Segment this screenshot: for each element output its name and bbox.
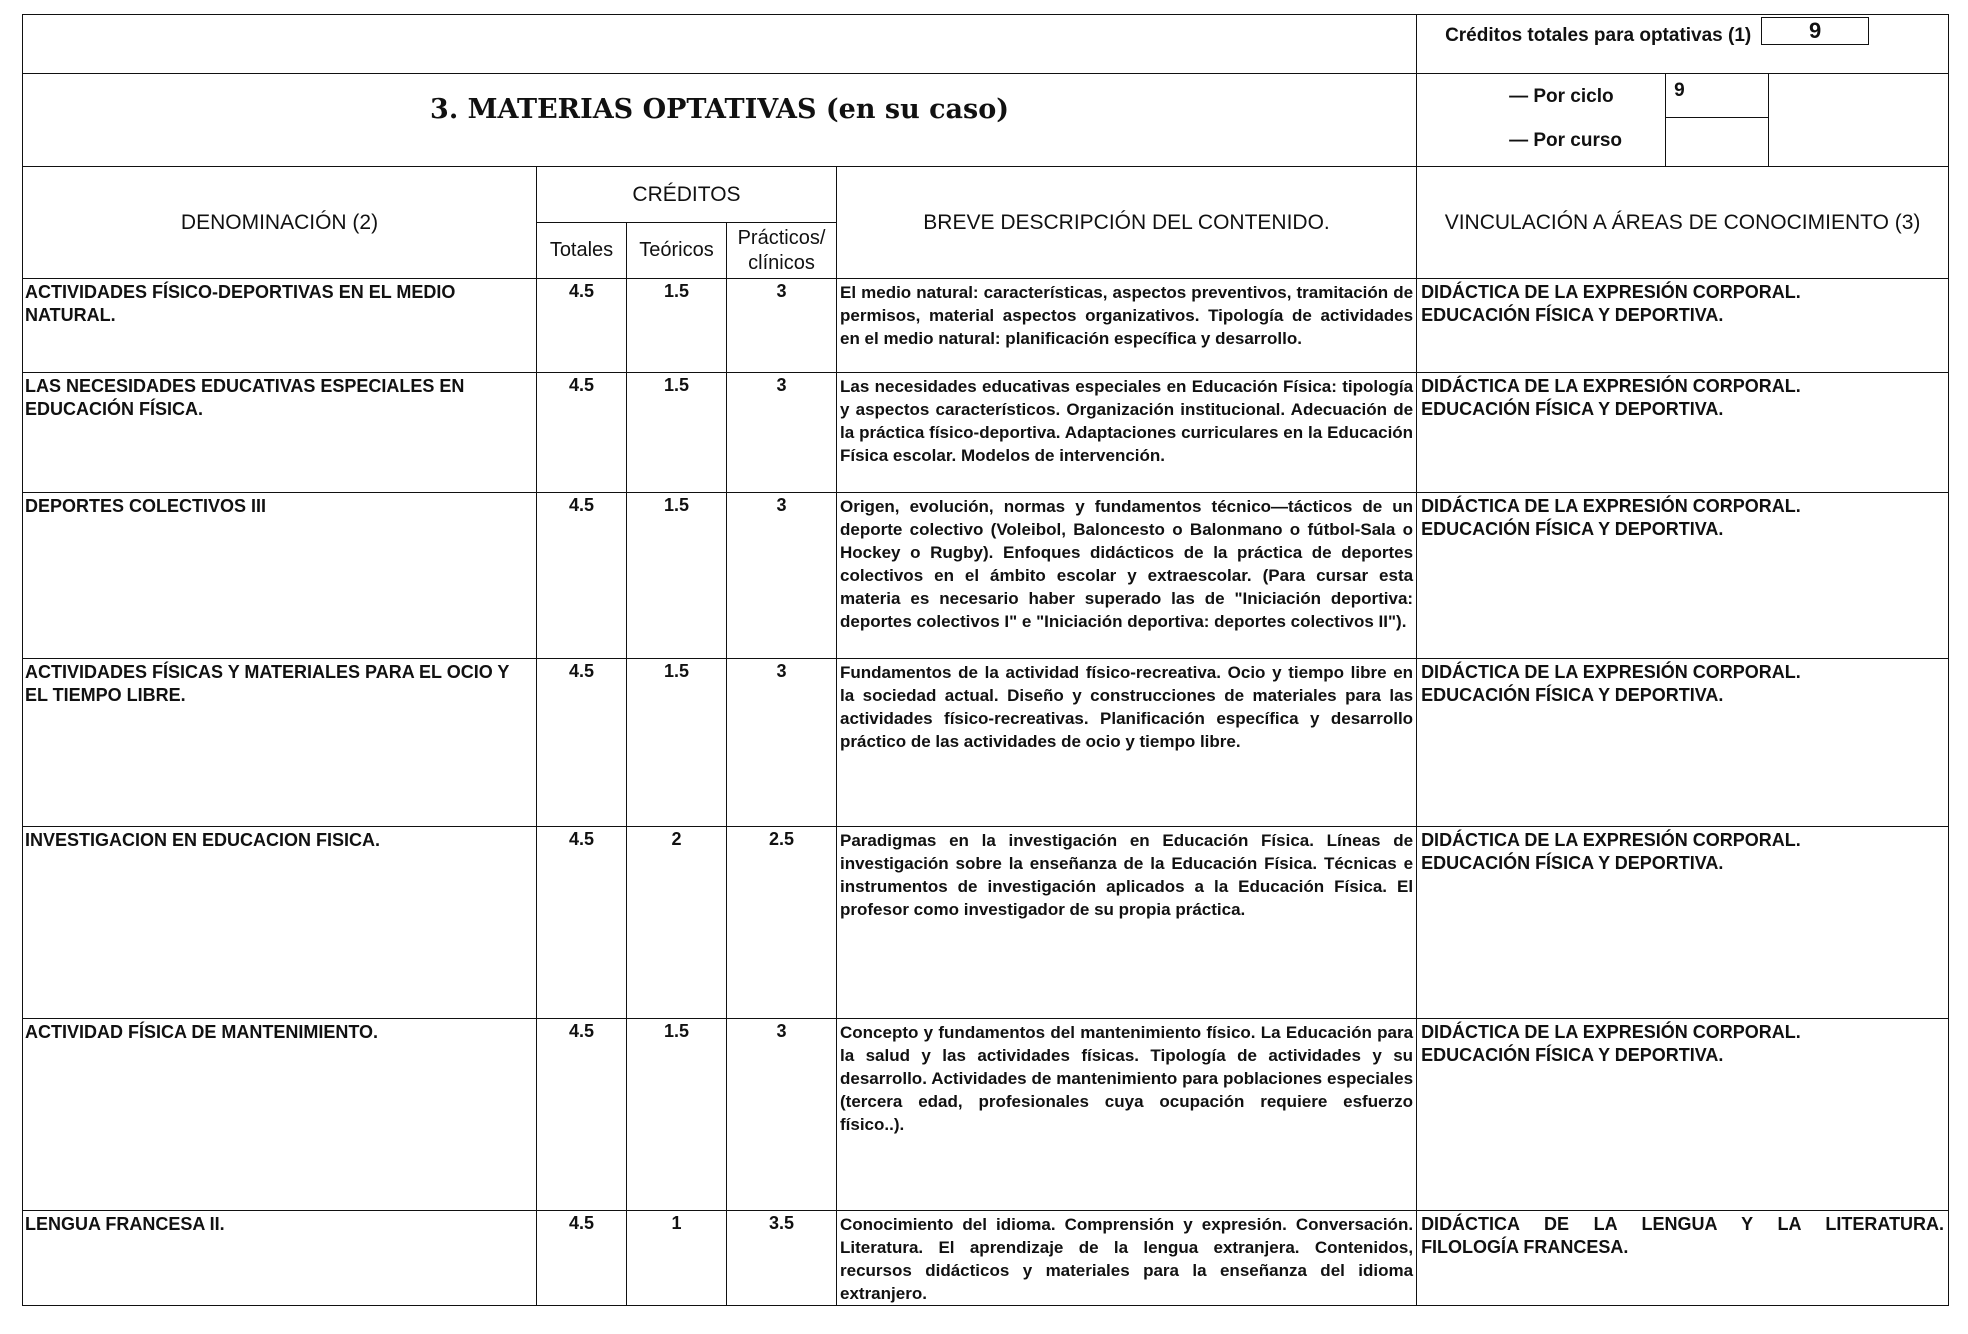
row-area-1: DIDÁCTICA DE LA EXPRESIÓN CORPORAL. (1421, 496, 1801, 516)
credits-total-cell (1417, 15, 1949, 74)
row-area-1: DIDÁCTICA DE LA EXPRESIÓN CORPORAL. (1421, 1022, 1801, 1042)
row-description: Las necesidades educativas especiales en Educación Física: tipología y aspectos característicos. Organización institucional. Adecuación de la práctica físico-deportiva. Adaptaciones curriculares en la Educación Física escolar. Modelos de intervención. (837, 373, 1417, 493)
por-curso-value (1665, 118, 1769, 166)
header-creditos: CRÉDITOS (537, 167, 837, 223)
header-vinculacion: VINCULACIÓN A ÁREAS DE CONOCIMIENTO (3) (1417, 167, 1949, 279)
row-teoricos: 1.5 (627, 659, 727, 827)
optativas-table (22, 14, 1949, 1306)
row-description: Concepto y fundamentos del mantenimiento físico. La Educación para la salud y las actividades físicas. Tipología de actividades y su desarrollo. Actividades de mantenimiento para poblaciones especiales (tercera edad, profesionales cuya ocupación requiere esfuerzo físico..). (837, 1019, 1417, 1211)
cycle-cell (1417, 74, 1949, 167)
document-page (22, 14, 1948, 1318)
table-row (23, 659, 1949, 827)
row-area-1: DIDÁCTICA DE LA EXPRESIÓN CORPORAL. (1421, 376, 1801, 396)
title-cell (23, 74, 1417, 167)
row-area-1: DIDÁCTICA DE LA EXPRESIÓN CORPORAL. (1421, 662, 1801, 682)
row-practicos: 3 (727, 1019, 837, 1211)
header-practicos: Prácticos/ clínicos (727, 223, 837, 279)
row-area-2: EDUCACIÓN FÍSICA Y DEPORTIVA. (1421, 305, 1724, 325)
row-description: Origen, evolución, normas y fundamentos técnico—tácticos de un deporte colectivo (Voleibol, Baloncesto o Balonmano o fútbol-Sala o Hockey o Rugby). Enfoques didácticos de la práctica de deportes colectivos en el ámbito escolar y extraescolar. (Para cursar esta materia es necesario haber superado las de "Iniciación deportiva: deportes colectivos I" e "Iniciación deportiva: deportes colectivos II"). (837, 493, 1417, 659)
table-row (23, 1019, 1949, 1211)
por-ciclo-label: — Por ciclo (1509, 86, 1614, 107)
row-name: ACTIVIDADES FÍSICO-DEPORTIVAS EN EL MEDIO NATURAL. (23, 279, 537, 373)
row-totales: 4.5 (537, 659, 627, 827)
table-row (23, 279, 1949, 373)
credits-total-label: Créditos totales para optativas (1) (1445, 25, 1752, 46)
row-area-2: EDUCACIÓN FÍSICA Y DEPORTIVA. (1421, 519, 1724, 539)
title-row (23, 74, 1949, 167)
row-area-2: EDUCACIÓN FÍSICA Y DEPORTIVA. (1421, 1045, 1724, 1065)
table-row (23, 827, 1949, 1019)
row-teoricos: 1.5 (627, 279, 727, 373)
column-header-row-1 (23, 167, 1949, 223)
row-areas (1417, 373, 1949, 493)
row-totales: 4.5 (537, 493, 627, 659)
credits-total-row (23, 15, 1949, 74)
header-totales: Totales (537, 223, 627, 279)
table-row (23, 1211, 1949, 1306)
section-title: 3. MATERIAS OPTATIVAS (en su caso) (430, 94, 1010, 125)
row-area-1: DIDÁCTICA DE LA EXPRESIÓN CORPORAL. (1421, 282, 1801, 302)
row-area-2: EDUCACIÓN FÍSICA Y DEPORTIVA. (1421, 399, 1724, 419)
row-area-1: DIDÁCTICA DE LA LENGUA Y LA LITERATURA. (1421, 1214, 1945, 1234)
row-areas (1417, 493, 1949, 659)
row-areas (1417, 827, 1949, 1019)
table-row (23, 373, 1949, 493)
row-practicos: 3 (727, 493, 837, 659)
credits-total-value: 9 (1761, 17, 1869, 45)
row-areas (1417, 659, 1949, 827)
row-name: ACTIVIDADES FÍSICAS Y MATERIALES PARA EL OCIO Y EL TIEMPO LIBRE. (23, 659, 537, 827)
row-practicos: 3 (727, 373, 837, 493)
header-denominacion: DENOMINACIÓN (2) (23, 167, 537, 279)
row-practicos: 2.5 (727, 827, 837, 1019)
row-name: LENGUA FRANCESA II. (23, 1211, 537, 1306)
row-teoricos: 1.5 (627, 373, 727, 493)
header-teoricos: Teóricos (627, 223, 727, 279)
row-area-2: FILOLOGÍA FRANCESA. (1421, 1237, 1629, 1257)
row-description: Fundamentos de la actividad físico-recreativa. Ocio y tiempo libre en la sociedad actual. Diseño y construcciones de materiales para las actividades físico-recreativas. Planificación específica y desarrollo práctico de las actividades de ocio y tiempo libre. (837, 659, 1417, 827)
row-totales: 4.5 (537, 373, 627, 493)
row-areas (1417, 279, 1949, 373)
row-name: INVESTIGACION EN EDUCACION FISICA. (23, 827, 537, 1019)
header-descripcion: BREVE DESCRIPCIÓN DEL CONTENIDO. (837, 167, 1417, 279)
row-teoricos: 1 (627, 1211, 727, 1306)
row-area-1: DIDÁCTICA DE LA EXPRESIÓN CORPORAL. (1421, 830, 1801, 850)
por-curso-label: — Por curso (1509, 130, 1623, 151)
row-practicos: 3 (727, 279, 837, 373)
table-row (23, 493, 1949, 659)
row-name: ACTIVIDAD FÍSICA DE MANTENIMIENTO. (23, 1019, 537, 1211)
row-totales: 4.5 (537, 1019, 627, 1211)
row-totales: 4.5 (537, 827, 627, 1019)
row-name: LAS NECESIDADES EDUCATIVAS ESPECIALES EN EDUCACIÓN FÍSICA. (23, 373, 537, 493)
row-description: El medio natural: características, aspectos preventivos, tramitación de permisos, material aspectos organizativos. Tipología de actividades en el medio natural: planificación específica y desarrollo. (837, 279, 1417, 373)
row-practicos: 3 (727, 659, 837, 827)
row-area-2: EDUCACIÓN FÍSICA Y DEPORTIVA. (1421, 853, 1724, 873)
row-areas (1417, 1211, 1949, 1306)
row-description: Conocimiento del idioma. Comprensión y expresión. Conversación. Literatura. El aprendizaje de la lengua extranjera. Contenidos, recursos didácticos y materiales para la enseñanza del idioma extranjero. (837, 1211, 1417, 1306)
row-name: DEPORTES COLECTIVOS III (23, 493, 537, 659)
row-practicos: 3.5 (727, 1211, 837, 1306)
row-teoricos: 1.5 (627, 1019, 727, 1211)
row-area-2: EDUCACIÓN FÍSICA Y DEPORTIVA. (1421, 685, 1724, 705)
row-areas (1417, 1019, 1949, 1211)
row-totales: 4.5 (537, 279, 627, 373)
por-ciclo-value: 9 (1665, 74, 1769, 118)
top-blank-cell (23, 15, 1417, 74)
row-description: Paradigmas en la investigación en Educación Física. Líneas de investigación sobre la enseñanza de la Educación Física. Técnicas e instrumentos de investigación aplicados a la Educación Física. El profesor como investigador de su propia práctica. (837, 827, 1417, 1019)
row-teoricos: 1.5 (627, 493, 727, 659)
row-teoricos: 2 (627, 827, 727, 1019)
row-totales: 4.5 (537, 1211, 627, 1306)
